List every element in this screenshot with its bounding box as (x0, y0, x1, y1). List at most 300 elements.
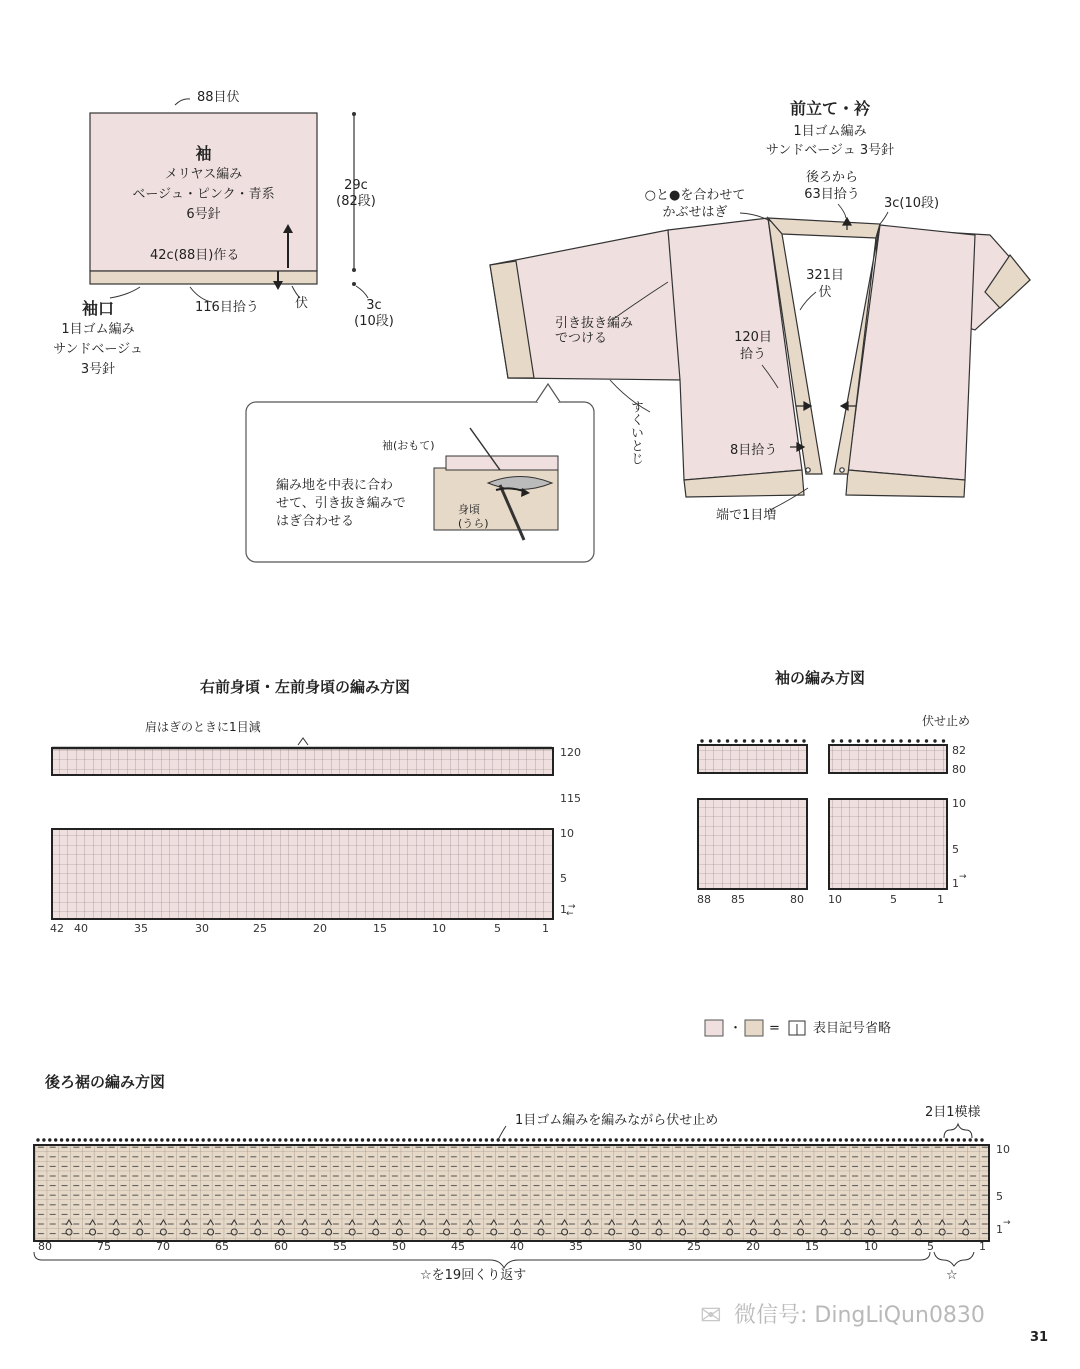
bindoff-dot (84, 1138, 87, 1141)
front-band-line-1: 1目ゴム編み (793, 124, 867, 139)
bindoff-dot (78, 1138, 81, 1141)
front-row-5: 5 (560, 872, 567, 885)
bindoff-dot (915, 1138, 918, 1141)
bindoff-dot (839, 1138, 842, 1141)
band-width: 3c(10段) (884, 196, 940, 211)
bindoff-dot (284, 1138, 287, 1141)
bindoff-dot (845, 1138, 848, 1141)
bindoff-dot (703, 1138, 706, 1141)
bindoff-dot (679, 1138, 682, 1141)
front-col-40: 40 (74, 922, 88, 935)
bindoff-dot (249, 1138, 252, 1141)
bindoff-dot (107, 1138, 110, 1141)
front-row-120: 120 (560, 746, 581, 759)
sleeve-chart-bindoff-dots (700, 739, 945, 742)
sleeve-cuff-shape (90, 271, 317, 284)
front-col-5: 5 (494, 922, 501, 935)
sleeve-col-80: 80 (790, 893, 804, 906)
wechat-icon: ✉ (700, 1301, 722, 1331)
bindoff-dot (674, 1138, 677, 1141)
bindoff-dot (485, 1138, 488, 1141)
bindoff-dot (638, 1138, 641, 1141)
bindoff-dot (573, 1138, 576, 1141)
front-chart-note: 肩はぎのときに1目減 (145, 720, 261, 734)
bindoff-dot (865, 739, 868, 742)
bindoff-dot (449, 1138, 452, 1141)
front-col-10: 10 (432, 922, 446, 935)
back-col-30: 30 (628, 1240, 642, 1253)
sleeve-chart-title: 袖の編み方図 (774, 669, 865, 687)
bindoff-dot (709, 1138, 712, 1141)
front-col-20: 20 (313, 922, 327, 935)
bindoff-dot (743, 739, 746, 742)
bindoff-dot (750, 1138, 753, 1141)
back-row-10: 10 (996, 1143, 1010, 1156)
bindoff-dot (874, 739, 877, 742)
side-pick-1: 120目 (734, 330, 772, 345)
bindoff-dot (609, 1138, 612, 1141)
bindoff-dot (455, 1138, 458, 1141)
bindoff-dot (721, 1138, 724, 1141)
legend-equals: = (769, 1021, 780, 1036)
bindoff-dot (567, 1138, 570, 1141)
front-chart-grid (52, 738, 553, 919)
sleeve-height: 29c (344, 178, 368, 193)
legend-dot: ・ (729, 1021, 743, 1036)
bindoff-dot (202, 1138, 205, 1141)
bindoff-dot (980, 1138, 983, 1141)
bindoff-dot (137, 1138, 140, 1141)
bindoff-dot (213, 1138, 216, 1141)
bindoff-dot (373, 1138, 376, 1141)
front-band-title: 前立て・衿 (789, 99, 870, 118)
bindoff-dot (717, 739, 720, 742)
bindoff-dot (857, 739, 860, 742)
bindoff-dot (921, 1138, 924, 1141)
bindoff-dot (266, 1138, 269, 1141)
bindoff-dot (751, 739, 754, 742)
back-col-60: 60 (274, 1240, 288, 1253)
bindoff-dot (579, 1138, 582, 1141)
bindoff-dot (502, 1138, 505, 1141)
bindoff-dot (408, 1138, 411, 1141)
bindoff-dot (172, 1138, 175, 1141)
sleeve-title: 袖 (195, 144, 212, 163)
join-note-1: ○と●を合わせて (644, 188, 746, 203)
bindoff-dot (794, 739, 797, 742)
bindoff-dot (733, 1138, 736, 1141)
back-col-25: 25 (687, 1240, 701, 1253)
join-note-2: かぶせはぎ (662, 205, 728, 220)
front-col-42: 42 (50, 922, 64, 935)
bindoff-dot (780, 1138, 783, 1141)
band-bind-off-2: 伏 (818, 285, 832, 300)
back-col-20: 20 (746, 1240, 760, 1253)
bindoff-dot (314, 1138, 317, 1141)
bindoff-dot (851, 1138, 854, 1141)
bindoff-dot (379, 1138, 382, 1141)
inset-body-sub: (うら) (458, 517, 489, 530)
bindoff-dot (626, 1138, 629, 1141)
bindoff-dot (697, 1138, 700, 1141)
bindoff-dot (396, 1138, 399, 1141)
sleeve-row-82: 82 (952, 744, 966, 757)
bindoff-dot (786, 1138, 789, 1141)
sleeve-line-3: 6号針 (186, 207, 221, 222)
bindoff-dot (207, 1138, 210, 1141)
bindoff-dot (827, 1138, 830, 1141)
bindoff-dot (691, 1138, 694, 1141)
bindoff-dot (272, 1138, 275, 1141)
bindoff-dot (908, 739, 911, 742)
bindoff-dot (925, 739, 928, 742)
sleeve-row-1-arrow: → (959, 872, 967, 882)
back-col-65: 65 (215, 1240, 229, 1253)
bindoff-dot (945, 1138, 948, 1141)
bindoff-dot (862, 1138, 865, 1141)
front-col-30: 30 (195, 922, 209, 935)
bindoff-dot (143, 1138, 146, 1141)
bindoff-dot (768, 1138, 771, 1141)
bindoff-dot (443, 1138, 446, 1141)
bindoff-dot (278, 1138, 281, 1141)
bindoff-dot (898, 1138, 901, 1141)
bindoff-dot (125, 1138, 128, 1141)
bindoff-dot (320, 1138, 323, 1141)
bindoff-dot (154, 1138, 157, 1141)
back-row-1: 1 (996, 1223, 1003, 1236)
bindoff-dot (119, 1138, 122, 1141)
bindoff-dot (685, 1138, 688, 1141)
bindoff-dot (148, 1138, 151, 1141)
bindoff-dot (438, 1138, 441, 1141)
bindoff-dot (744, 1138, 747, 1141)
bindoff-dot (840, 739, 843, 742)
bindoff-dot (95, 1138, 98, 1141)
back-col-5: 5 (927, 1240, 934, 1253)
legend-symbol: | (795, 1022, 799, 1035)
bindoff-dot (520, 1138, 523, 1141)
bindoff-dot (355, 1138, 358, 1141)
bindoff-dot (36, 1138, 39, 1141)
bindoff-dot (255, 1138, 258, 1141)
inset-box (246, 384, 594, 562)
bindoff-dot (60, 1138, 63, 1141)
bindoff-dot (615, 1138, 618, 1141)
bindoff-dot (101, 1138, 104, 1141)
sleeve-height-rows: (82段) (336, 194, 376, 209)
sleeve-col-1: 1 (937, 893, 944, 906)
back-col-55: 55 (333, 1240, 347, 1253)
back-pick-1: 後ろから (805, 170, 858, 185)
bindoff-dot (113, 1138, 116, 1141)
bindoff-dot (343, 1138, 346, 1141)
bindoff-dot (361, 1138, 364, 1141)
bindoff-dot (219, 1138, 222, 1141)
bindoff-dot (821, 1138, 824, 1141)
bindoff-dot (331, 1138, 334, 1141)
bindoff-dot (325, 1138, 328, 1141)
sleeve-row-80: 80 (952, 763, 966, 776)
bindoff-dot (709, 739, 712, 742)
bindoff-dot (904, 1138, 907, 1141)
bindoff-dot (384, 1138, 387, 1141)
bindoff-dot (803, 1138, 806, 1141)
hem-increase: 端で1目増 (716, 508, 777, 523)
sleeve-bind-off: 伏 (295, 296, 309, 311)
bindoff-dot (650, 1138, 653, 1141)
bindoff-dot (591, 1138, 594, 1141)
bindoff-dot (899, 739, 902, 742)
bindoff-dot (726, 739, 729, 742)
sleeve-pick-up: 116目拾う (195, 300, 259, 315)
bindoff-dot (467, 1138, 470, 1141)
bindoff-dot (957, 1138, 960, 1141)
bindoff-dot (432, 1138, 435, 1141)
bindoff-dot (556, 1138, 559, 1141)
bindoff-dot (874, 1138, 877, 1141)
bindoff-dot (777, 739, 780, 742)
sleeve-chart-grid (698, 745, 947, 889)
bindoff-dot (760, 739, 763, 742)
bindoff-dot (942, 739, 945, 742)
sleeve-line-1: メリヤス編み (164, 167, 243, 182)
bindoff-dot (538, 1138, 541, 1141)
bindoff-dot (762, 1138, 765, 1141)
bindoff-dot (644, 1138, 647, 1141)
watermark-text: 微信号: DingLiQun0830 (734, 1303, 985, 1328)
side-pick-2: 拾う (739, 347, 766, 362)
bindoff-dot (420, 1138, 423, 1141)
bindoff-dot (190, 1138, 193, 1141)
bindoff-dot (809, 1138, 812, 1141)
front-col-1: 1 (542, 922, 549, 935)
bindoff-dot (166, 1138, 169, 1141)
bindoff-dot (933, 739, 936, 742)
bindoff-dot (160, 1138, 163, 1141)
bindoff-dot (891, 739, 894, 742)
sleeve-col-10: 10 (828, 893, 842, 906)
back-pick-2: 63目拾う (804, 187, 860, 202)
bindoff-dot (756, 1138, 759, 1141)
bindoff-dot (727, 1138, 730, 1141)
bindoff-dot (880, 1138, 883, 1141)
bindoff-dot (963, 1138, 966, 1141)
page-number: 31 (1030, 1330, 1049, 1345)
sleeve-row-1: 1 (952, 877, 959, 890)
bindoff-dot (597, 1138, 600, 1141)
bindoff-dot (927, 1138, 930, 1141)
side-seam: すくいとじ (628, 400, 643, 465)
bindoff-dot (848, 739, 851, 742)
front-col-25: 25 (253, 922, 267, 935)
sleeve-row-5: 5 (952, 843, 959, 856)
inset-text-2: せて、引き抜き編みで (276, 496, 406, 511)
bindoff-dot (178, 1138, 181, 1141)
bindoff-dot (514, 1138, 517, 1141)
bindoff-dot (89, 1138, 92, 1141)
bindoff-dot (951, 1138, 954, 1141)
front-row-1-arrow-left: ← (566, 909, 574, 919)
front-row-10: 10 (560, 827, 574, 840)
back-col-80: 80 (38, 1240, 52, 1253)
bindoff-dot (302, 1138, 305, 1141)
bindoff-dot (833, 1138, 836, 1141)
back-col-45: 45 (451, 1240, 465, 1253)
inset-body-label: 身頃 (458, 503, 480, 516)
bindoff-dot (196, 1138, 199, 1141)
cuff-line-3: 3号針 (80, 362, 116, 377)
bindoff-dot (54, 1138, 57, 1141)
cuff-height: 3c (366, 298, 382, 313)
bindoff-dot (261, 1138, 264, 1141)
cuff-rows: (10段) (354, 314, 394, 329)
bindoff-dot (939, 1138, 942, 1141)
hem-pick: 8目拾う (730, 443, 778, 458)
bindoff-dot (815, 1138, 818, 1141)
slip-join-2: でつける (555, 331, 608, 346)
bindoff-dot (349, 1138, 352, 1141)
bindoff-dot (337, 1138, 340, 1141)
back-col-70: 70 (156, 1240, 170, 1253)
bindoff-dot (296, 1138, 299, 1141)
cuff-title: 袖口 (81, 299, 114, 318)
legend-text: 表目記号省略 (813, 1021, 892, 1036)
bindoff-dot (367, 1138, 370, 1141)
bindoff-dot (797, 1138, 800, 1141)
bindoff-dot (969, 1138, 972, 1141)
sleeve-cast-on: 42c(88目)作る (150, 248, 240, 263)
back-col-40: 40 (510, 1240, 524, 1253)
bindoff-dot (886, 1138, 889, 1141)
bindoff-dot (184, 1138, 187, 1141)
bindoff-dot (461, 1138, 464, 1141)
bindoff-dot (290, 1138, 293, 1141)
sleeve-row-10: 10 (952, 797, 966, 810)
bindoff-dot (916, 739, 919, 742)
back-chart-title: 後ろ裾の編み方図 (45, 1073, 166, 1091)
back-chart-repeat: 2目1模様 (925, 1105, 981, 1120)
front-chart-title: 右前身頃・左前身頃の編み方図 (199, 678, 410, 696)
bindoff-dot (426, 1138, 429, 1141)
inset-text-3: はぎ合わせる (276, 514, 355, 529)
bindoff-dot (802, 739, 805, 742)
bindoff-dot (42, 1138, 45, 1141)
bindoff-dot (402, 1138, 405, 1141)
bindoff-dot (390, 1138, 393, 1141)
cuff-line-1: 1目ゴム編み (61, 322, 135, 337)
bindoff-dot (734, 739, 737, 742)
back-col-50: 50 (392, 1240, 406, 1253)
front-band-line-2: サンドベージュ 3号針 (765, 143, 895, 158)
inset-sleeve-label: 袖(おもて) (382, 439, 435, 452)
bindoff-dot (508, 1138, 511, 1141)
bindoff-dot (414, 1138, 417, 1141)
bindoff-dot (225, 1138, 228, 1141)
sleeve-col-85: 85 (731, 893, 745, 906)
bindoff-dot (243, 1138, 246, 1141)
bindoff-dot (526, 1138, 529, 1141)
back-col-15: 15 (805, 1240, 819, 1253)
bindoff-dot (237, 1138, 240, 1141)
bindoff-dot (620, 1138, 623, 1141)
back-chart-grid (34, 1145, 989, 1241)
bindoff-dot (479, 1138, 482, 1141)
inset-text-1: 編み地を中表に合わ (276, 478, 394, 493)
sleeve-col-5: 5 (890, 893, 897, 906)
bindoff-dot (532, 1138, 535, 1141)
bindoff-dot (868, 1138, 871, 1141)
bindoff-dot (66, 1138, 69, 1141)
bindoff-dot (544, 1138, 547, 1141)
sleeve-line-2: ベージュ・ピンク・青系 (132, 187, 275, 202)
bindoff-dot (715, 1138, 718, 1141)
bindoff-dot (231, 1138, 234, 1141)
sleeve-chart-note: 伏せ止め (922, 714, 971, 728)
front-row-1: 1 (560, 903, 567, 916)
sleeve-col-88: 88 (697, 893, 711, 906)
bindoff-dot (632, 1138, 635, 1141)
bindoff-dot (491, 1138, 494, 1141)
sleeve-top-label: 88目伏 (197, 90, 240, 105)
slip-join-1: 引き抜き編み (555, 316, 634, 331)
bindoff-dot (792, 1138, 795, 1141)
bindoff-dot (910, 1138, 913, 1141)
front-row-115: 115 (560, 792, 581, 805)
watermark (700, 1303, 985, 1329)
bindoff-dot (48, 1138, 51, 1141)
bindoff-dot (308, 1138, 311, 1141)
front-row-1-arrow: → (568, 902, 576, 912)
bindoff-dot (72, 1138, 75, 1141)
bindoff-dot (738, 1138, 741, 1141)
bindoff-dot (856, 1138, 859, 1141)
bindoff-dot (933, 1138, 936, 1141)
bindoff-dot (668, 1138, 671, 1141)
back-col-35: 35 (569, 1240, 583, 1253)
bindoff-dot (585, 1138, 588, 1141)
back-star: ☆ (946, 1268, 958, 1283)
bindoff-dot (774, 1138, 777, 1141)
bindoff-dot (131, 1138, 134, 1141)
bindoff-dot (892, 1138, 895, 1141)
bindoff-dot (473, 1138, 476, 1141)
bindoff-dot (785, 739, 788, 742)
bindoff-dot (603, 1138, 606, 1141)
bindoff-dot (662, 1138, 665, 1141)
back-col-10: 10 (864, 1240, 878, 1253)
back-col-1: 1 (979, 1240, 986, 1253)
back-row-1-arrow: → (1003, 1218, 1011, 1228)
back-repeat-note: ☆を19回くり返す (420, 1268, 527, 1283)
bindoff-dot (550, 1138, 553, 1141)
front-col-35: 35 (134, 922, 148, 935)
back-row-5: 5 (996, 1190, 1003, 1203)
back-chart-note: 1目ゴム編みを編みながら伏せ止め (515, 1113, 719, 1128)
back-col-75: 75 (97, 1240, 111, 1253)
back-chart-bindoff-dots (36, 1138, 983, 1141)
bindoff-dot (768, 739, 771, 742)
bindoff-dot (882, 739, 885, 742)
bindoff-dot (561, 1138, 564, 1141)
bindoff-dot (656, 1138, 659, 1141)
bindoff-dot (700, 739, 703, 742)
front-col-15: 15 (373, 922, 387, 935)
cuff-line-2: サンドベージュ (53, 342, 143, 357)
band-bind-off-1: 321目 (806, 268, 844, 283)
bindoff-dot (831, 739, 834, 742)
bindoff-dot (974, 1138, 977, 1141)
